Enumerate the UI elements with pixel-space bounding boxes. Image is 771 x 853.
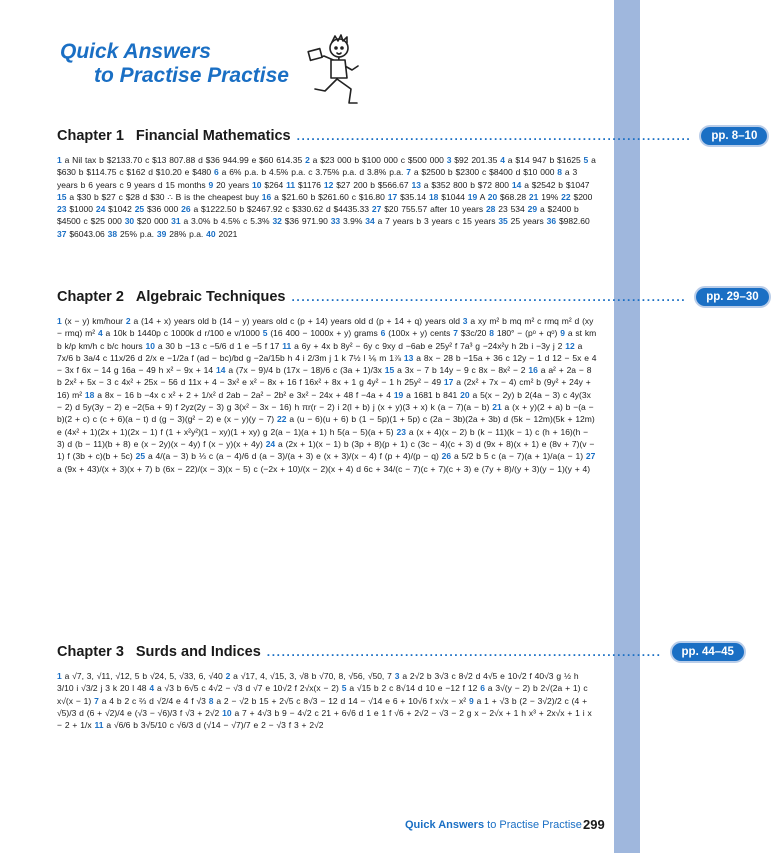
answer-item — [286, 180, 324, 190]
answer-item — [342, 683, 480, 693]
answer-number: 14 — [215, 365, 226, 376]
answer-number: 36 — [546, 216, 557, 227]
answer-text: a (x + y)(2 + a) b −(a − b)(2 + c) c (c + 6)(a − t) d (g − 3)(g² − 2) e (x − y)(y − 7) — [57, 402, 594, 425]
answer-item — [447, 155, 501, 165]
answer-item — [57, 316, 126, 326]
answer-text: $3c/20 — [458, 328, 490, 339]
answer-number: 3 — [394, 671, 400, 681]
answer-item — [365, 216, 498, 226]
answer-text: a $630 b $114.75 c $162 d $10.20 e $480 — [57, 155, 596, 178]
answer-number: 21 — [492, 402, 502, 413]
answer-item — [498, 216, 546, 226]
answer-number: 38 — [107, 228, 118, 239]
answer-number: 22 — [277, 414, 287, 425]
answer-number: 20 — [487, 191, 498, 202]
answer-number: 10 — [222, 707, 232, 718]
answer-item — [381, 328, 454, 338]
answer-text: a 7x/6 b 3a/4 c 11x/26 d 2/x e −1/2a f (ad − bc)/bd g −2a/15b h 4 i 2/3m j 1 k 7½ l ⅙ m 1⅞ — [57, 340, 583, 363]
answer-number: 26 — [181, 204, 191, 215]
answer-number: 2 — [305, 155, 310, 165]
answer-item — [489, 328, 560, 338]
answer-number: 33 — [330, 216, 341, 227]
answer-number: 8 — [557, 167, 563, 178]
answer-item — [263, 328, 381, 338]
answer-number: 10 — [145, 340, 155, 351]
answer-text: 20 years — [213, 179, 253, 190]
answer-number: 1 — [57, 671, 62, 681]
answer-number: 30 — [124, 216, 135, 227]
answer-text: a (7x − 9)/4 b (17x − 18)/6 c (3a + 1)/3x — [225, 365, 385, 376]
answer-number: 16 — [261, 191, 272, 202]
answer-number: 37 — [57, 228, 67, 239]
answer-number: 17 — [443, 377, 454, 388]
answer-number: 15 — [57, 191, 67, 202]
answer-item — [372, 204, 486, 214]
answer-item — [252, 180, 286, 190]
answer-item — [125, 216, 171, 226]
answer-number: 27 — [371, 204, 382, 215]
answer-item — [500, 155, 583, 165]
answer-text: 2021 — [215, 228, 238, 239]
answer-text: $1042 — [105, 204, 135, 215]
answer-text: a √3 b 6√5 c 4√2 − √3 d √7 e 10√2 f 2√x(x − 2) — [154, 683, 342, 694]
answer-text: $27 200 b $566.67 — [333, 179, 412, 190]
answer-item — [94, 720, 323, 730]
answer-text: a 30 b −13 c −5/6 d 1 e −5 f 17 — [154, 340, 283, 351]
answer-item — [181, 204, 372, 214]
answer-item — [171, 216, 272, 226]
answer-text: a 4 b 2 c ⅔ d √2/4 e 4 f √3 — [98, 695, 209, 706]
answer-item — [442, 451, 586, 461]
answer-text: $36 000 — [144, 204, 182, 215]
answer-item — [94, 696, 209, 706]
answer-number: 2 — [125, 316, 131, 326]
answer-number: 23 — [57, 204, 67, 215]
answer-item — [331, 216, 366, 226]
answer-number: 7 — [94, 695, 99, 706]
answer-text: $20 000 — [134, 216, 172, 227]
answer-number: 13 — [411, 179, 421, 190]
answer-number: 4 — [149, 683, 155, 694]
answer-text: a 2 − √2 b 15 + 2√5 c 8√3 − 12 d 14 − √14 e 6 + 10√6 f x√x − x² — [213, 695, 469, 706]
running-footer — [405, 819, 582, 831]
answer-item — [324, 180, 412, 190]
answer-item — [388, 192, 429, 202]
answer-text: a √7, 3, √11, √12, 5 b √24, 5, √33, 6, √40 — [61, 671, 226, 681]
answer-number: 11 — [282, 340, 292, 351]
leader-dots: ................................................................................ — [296, 129, 692, 143]
answer-text: 28% p.a. — [166, 228, 207, 239]
answer-item — [98, 328, 263, 338]
page-edge-strip — [614, 0, 640, 853]
answer-item — [146, 341, 283, 351]
answer-text: a $352 800 b $72 800 — [420, 179, 512, 190]
answer-text: a 6% p.a. b 4.5% p.a. c 3.75% p.a. d 3.8% p.a. — [218, 167, 407, 178]
answer-text: a $14 947 b $1625 — [504, 155, 584, 165]
chapter-number: Chapter 2 — [57, 289, 124, 305]
page-number: 299 — [583, 817, 605, 832]
answer-number: 14 — [511, 179, 522, 190]
answer-item — [547, 216, 590, 226]
answer-text: a a² + 2a − 8 b 2x² + 5x − 3 c 4x² + 25x − 56 d 11x + 4 − 3x² e x² − 8x + 16 f 16x² + 8x + 1 g 4y² − 1 h 25y² − 49 — [57, 365, 592, 388]
answer-number: 31 — [171, 216, 181, 227]
answer-number: 2 — [225, 671, 231, 681]
answer-text: a (2x² + 7x − 4) cm² b (9y² + 24y + 16) m² — [57, 377, 591, 400]
answer-item — [149, 683, 341, 693]
answer-text: a $1222.50 b $2467.92 c $330.62 d $4435.33 — [190, 204, 372, 215]
answer-text: $1000 — [66, 204, 96, 215]
answer-text: $36 971.90 — [281, 216, 331, 227]
answer-item — [429, 192, 468, 202]
answer-item — [57, 192, 262, 202]
answer-number: 9 — [560, 328, 565, 339]
answer-number: 19 — [393, 389, 404, 400]
answer-number: 15 — [384, 365, 395, 376]
answer-number: 8 — [208, 695, 214, 706]
answer-number: 6 — [380, 328, 386, 339]
answer-item — [394, 390, 460, 400]
answer-number: 11 — [286, 179, 296, 190]
answer-number: 17 — [387, 191, 398, 202]
chapter-3-answers — [57, 670, 597, 731]
chapter-pages-badge: pp. 29–30 — [694, 286, 770, 308]
answer-number: 9 — [208, 179, 214, 190]
answer-item — [57, 671, 226, 681]
answer-item — [57, 229, 108, 239]
chapter-1-heading — [57, 125, 758, 147]
answer-number: 19 — [467, 191, 478, 202]
answer-text: a (2x + 1)(x − 1) b (3p + 8)(p + 1) c (3c − 4)(c + 3) d (9x + 8)(x + 1) e (8v + 7)(v − 1) f (3b + c)(b + 5c) — [57, 438, 595, 462]
answer-number: 6 — [214, 167, 219, 178]
answer-text: a 2√2 b 3√3 c 8√2 d 4√5 e 10√2 f 40√3 g ½ h 3/10 i √3/2 j 3 k 20 l 48 — [57, 671, 579, 694]
answer-item — [282, 341, 565, 351]
answer-number: 5 — [583, 155, 589, 165]
answer-item — [468, 192, 488, 202]
answer-item — [385, 365, 529, 375]
answer-text: $92 201.35 — [451, 155, 501, 165]
answer-number: 29 — [527, 204, 538, 215]
answer-item — [411, 180, 511, 190]
answer-item — [135, 204, 181, 214]
chapter-2-section — [57, 286, 759, 475]
answer-text: a 3.0% b 4.5% c 5.3% — [180, 216, 273, 227]
answer-number: 20 — [460, 389, 470, 400]
answer-number: 24 — [95, 204, 106, 215]
answer-text: a 10k b 1440p c 1000k d r/100 e v/1000 — [102, 328, 263, 339]
answer-item — [486, 204, 528, 214]
chapter-3-section — [57, 641, 734, 731]
answer-text: a $2400 b $4500 c $25 000 — [57, 204, 579, 227]
answer-number: 35 — [498, 216, 508, 227]
answer-text: a 1681 b 841 — [403, 389, 461, 400]
footer-subtitle: to Practise Practise — [484, 819, 582, 831]
answer-text: a 5/2 b 5 c (a − 7)(a + 1)/a(a − 1) — [451, 451, 586, 462]
answer-text: 25% p.a. — [117, 228, 157, 239]
page-title — [60, 40, 289, 88]
answer-number: 16 — [528, 365, 538, 376]
answer-number: 22 — [561, 191, 571, 202]
answer-text: 25 years — [507, 216, 547, 227]
answer-item — [157, 229, 206, 239]
answer-item — [214, 167, 406, 177]
answer-text: $20 755.57 after 10 years — [381, 204, 486, 215]
chapter-1-section — [57, 125, 758, 240]
answer-number: 25 — [134, 204, 145, 215]
answer-text: a 3 years b 6 years c 9 years d 15 months — [57, 167, 578, 190]
answer-text: a 6y + 4x b 8y² − 6y c 9xy d −6ab e 25y² f 7a³ g −24x²y h 2b i −3y j 2 — [291, 340, 566, 351]
answer-item — [209, 696, 469, 706]
answer-text: 180° − (pᵒ + qᵒ) — [494, 328, 561, 339]
answer-text: a Nil tax b $2133.70 c $13 807.88 d $36 944.99 e $60 614.35 — [61, 155, 306, 165]
answer-item — [272, 216, 330, 226]
answer-text: $200 — [570, 191, 593, 202]
title-line-1: Quick Answers — [60, 40, 211, 63]
answer-item — [226, 671, 395, 681]
answer-text: a 8x − 28 b −15a + 36 c 12y − 1 d 12 − 5x e 4 − 3x f 6x − 14 g 16a − 49 h x² − 9x + 14 — [57, 352, 597, 376]
answer-text: a $30 b $27 c $28 d $30 ∴ B is the cheapest buy — [66, 191, 262, 202]
chapter-number: Chapter 3 — [57, 644, 124, 660]
answer-text: (100x + y) cents — [385, 328, 454, 339]
answer-text: a $21.60 b $261.60 c $16.80 — [271, 191, 388, 202]
answer-text: $68.28 — [497, 191, 529, 202]
answer-number: 18 — [84, 389, 95, 400]
answer-number: 3 — [462, 316, 468, 326]
answer-text: a 3x − 7 b 14y − 9 c 8x − 8x² − 2 — [394, 365, 529, 376]
answer-item — [57, 155, 305, 165]
answer-text: a 1 + √3 b (2 − 3√2)/2 c (4 + √5)/3 d (6 + √2)/4 e (√3 − √6)/3 f √3 + 2√2 — [57, 695, 588, 718]
answer-text: a 8x − 16 b −4x c x² + 2 + 1/x² d 2ab − 2a² − 2b² e 3x² − 24x + 48 f −4a + 4 — [94, 389, 394, 400]
answer-item — [305, 155, 447, 165]
answer-item — [512, 180, 590, 190]
answer-text: a 3√(y − 2) b 2√(2a + 1) c x√(x − 1) — [57, 683, 588, 706]
answer-text: $982.60 — [556, 216, 590, 227]
answer-number: 8 — [489, 328, 494, 339]
answer-text: a √17, 4, √15, 3, √8 b √70, 8, √56, √50, 7 — [230, 671, 395, 681]
answer-number: 1 — [57, 316, 62, 326]
answer-item — [453, 328, 489, 338]
title-line-2: to Practise Practise — [94, 64, 289, 87]
answer-number: 5 — [341, 683, 347, 694]
answer-text: a 7 + 4√3 b 9 − 4√2 c 21 + 6√6 d 1 e 1 f √6 + 2√2 − √3 − 2 g x − 2√x + 1 h x³ + 2x√x + 1 i x − 2 + 1/x — [57, 707, 592, 731]
answer-text: a xy m² b mq m² c rmq m² d (xy − rmq) m² — [57, 316, 594, 339]
answer-text: 3.9% — [340, 216, 366, 227]
answer-text: $6043.06 — [66, 228, 108, 239]
answer-text: a $2500 b $2300 c $8400 d $10 000 — [410, 167, 558, 178]
answer-text: (x − y) km/hour — [61, 316, 126, 326]
answer-number: 4 — [97, 328, 103, 339]
answer-number: 39 — [156, 228, 167, 239]
answer-number: 18 — [428, 191, 439, 202]
chapter-pages-badge: pp. 8–10 — [699, 125, 769, 147]
answer-number: 5 — [262, 328, 268, 339]
answer-text: a $2542 b $1047 — [521, 179, 590, 190]
answer-text: a 4/(a − 3) b ⅓ c (a − 4)/6 d (a − 3)/(a + 3) e (x + 3)/(x − 4) f (p + 4)/(p − q) — [145, 451, 442, 462]
answer-number: 6 — [480, 683, 485, 694]
answer-item — [126, 316, 463, 326]
chapter-name: Financial Mathematics — [135, 128, 291, 144]
answer-item — [96, 204, 135, 214]
answer-text: a √15 b 2 c 8√14 d 10 e −12 f 12 — [346, 683, 481, 694]
answer-text: A — [477, 191, 488, 202]
answer-text: a st km b k/p km/h c b/c hours — [57, 328, 597, 351]
answer-item — [206, 229, 237, 239]
answer-number: 13 — [403, 352, 414, 363]
answer-text: a (14 + x) years old b (14 − y) years old c (p + 14) years old d (p + 14 + q) years old — [130, 316, 463, 326]
chapter-1-answers — [57, 154, 597, 240]
answer-text: a 7 years b 3 years c 15 years — [374, 216, 499, 227]
answer-text: $35.14 — [397, 191, 429, 202]
answer-text: (16 400 − 1000x + y) grams — [267, 328, 381, 339]
answer-item — [406, 167, 557, 177]
answer-text: a √6/6 b 3√5/10 c √6/3 d (√14 − √7)/7 e 2 − √3 f 3 + 2√2 — [103, 720, 324, 731]
answer-item — [488, 192, 529, 202]
answer-number: 28 — [485, 204, 496, 215]
answer-item — [108, 229, 157, 239]
answer-item — [136, 451, 442, 461]
chapter-name: Surds and Indices — [135, 644, 261, 660]
answer-number: 27 — [585, 451, 596, 462]
answer-text: 19% — [538, 191, 562, 202]
leader-dots: ................................................................................ — [266, 645, 662, 659]
answer-text: 23 534 — [495, 204, 528, 215]
answer-text: $264 — [261, 179, 287, 190]
answer-item — [57, 204, 96, 214]
answer-text: $1044 — [438, 191, 468, 202]
answer-item — [216, 365, 385, 375]
answer-item — [561, 192, 592, 202]
answer-number: 10 — [252, 179, 262, 190]
answer-number: 32 — [272, 216, 282, 227]
answer-number: 25 — [135, 451, 146, 462]
footer-book-title: Quick Answers — [405, 819, 485, 831]
leader-dots: ................................................................................ — [291, 290, 687, 304]
answer-text: a (u − 6)(u + 6) b (1 − 5p)(1 + 5p) c (2a − 3b)(2a + 3b) d (5k − 12m)(5k + 12m) e (4x² + 1)(2x + 1)(2x − 1) f (1 + x²y²)(1 − xy)(1 + xy) g 2(a − 1)(a + 1) h 5(a − 5)(a + 5) — [57, 414, 595, 437]
answer-text: a 5(x − 2y) b 2(4a − 3) c 4y(3x − 2) d 5y(3y − 2) e −2(5a + 9) f 2yz(2y − 3) g 3(x² − 3x − 16) h πr(r − 2) i 2(l + b) j (x + y)(3 + x) k (a − 7)(a − b) — [57, 389, 591, 413]
answer-item — [85, 390, 394, 400]
answer-number: 1 — [57, 155, 62, 165]
answer-number: 24 — [265, 438, 276, 449]
running-boy-illustration — [295, 30, 379, 114]
answer-number: 12 — [323, 179, 334, 190]
answer-number: 9 — [468, 695, 474, 706]
answer-number: 11 — [94, 720, 104, 731]
chapter-2-heading — [57, 286, 759, 308]
answer-number: 12 — [565, 340, 575, 351]
chapter-pages-badge: pp. 44–45 — [670, 641, 746, 663]
answer-number: 34 — [365, 216, 375, 227]
answer-item — [208, 180, 252, 190]
answer-text: a (9x + 43)/(x + 3)(x + 7) b (6x − 22)/(x − 3)(x − 5) c (−2x + 10)/(x − 2)(x + 4) d 6c + 34/(c − 7)(c + 7)(c + 3) e (7y + 8)/(y + 3)(y − 1)(y + 4) — [57, 463, 591, 474]
answer-number: 4 — [500, 155, 505, 165]
answer-number: 23 — [396, 426, 406, 437]
answer-item — [529, 192, 561, 202]
chapter-number: Chapter 1 — [57, 128, 124, 144]
answer-text: $1176 — [295, 179, 324, 190]
answer-number: 21 — [528, 191, 539, 202]
chapter-2-answers — [57, 315, 597, 475]
answer-number: 26 — [441, 451, 452, 462]
answer-number: 40 — [206, 228, 216, 239]
answer-number: 3 — [446, 155, 452, 165]
answer-item — [262, 192, 388, 202]
answer-number: 7 — [406, 167, 411, 178]
answer-text: a (x + 4)(x − 2) b (k − 11)(k − 1) c (h + 16)(h − 3) d (b − 11)(b + 8) e (x − 2y)(x − 4y) f (x − y)(x + 4y) — [57, 426, 589, 449]
answer-text: a $23 000 b $100 000 c $500 000 — [309, 155, 447, 165]
answer-number: 7 — [453, 328, 459, 339]
chapter-name: Algebraic Techniques — [135, 289, 286, 305]
chapter-3-heading — [57, 641, 734, 663]
